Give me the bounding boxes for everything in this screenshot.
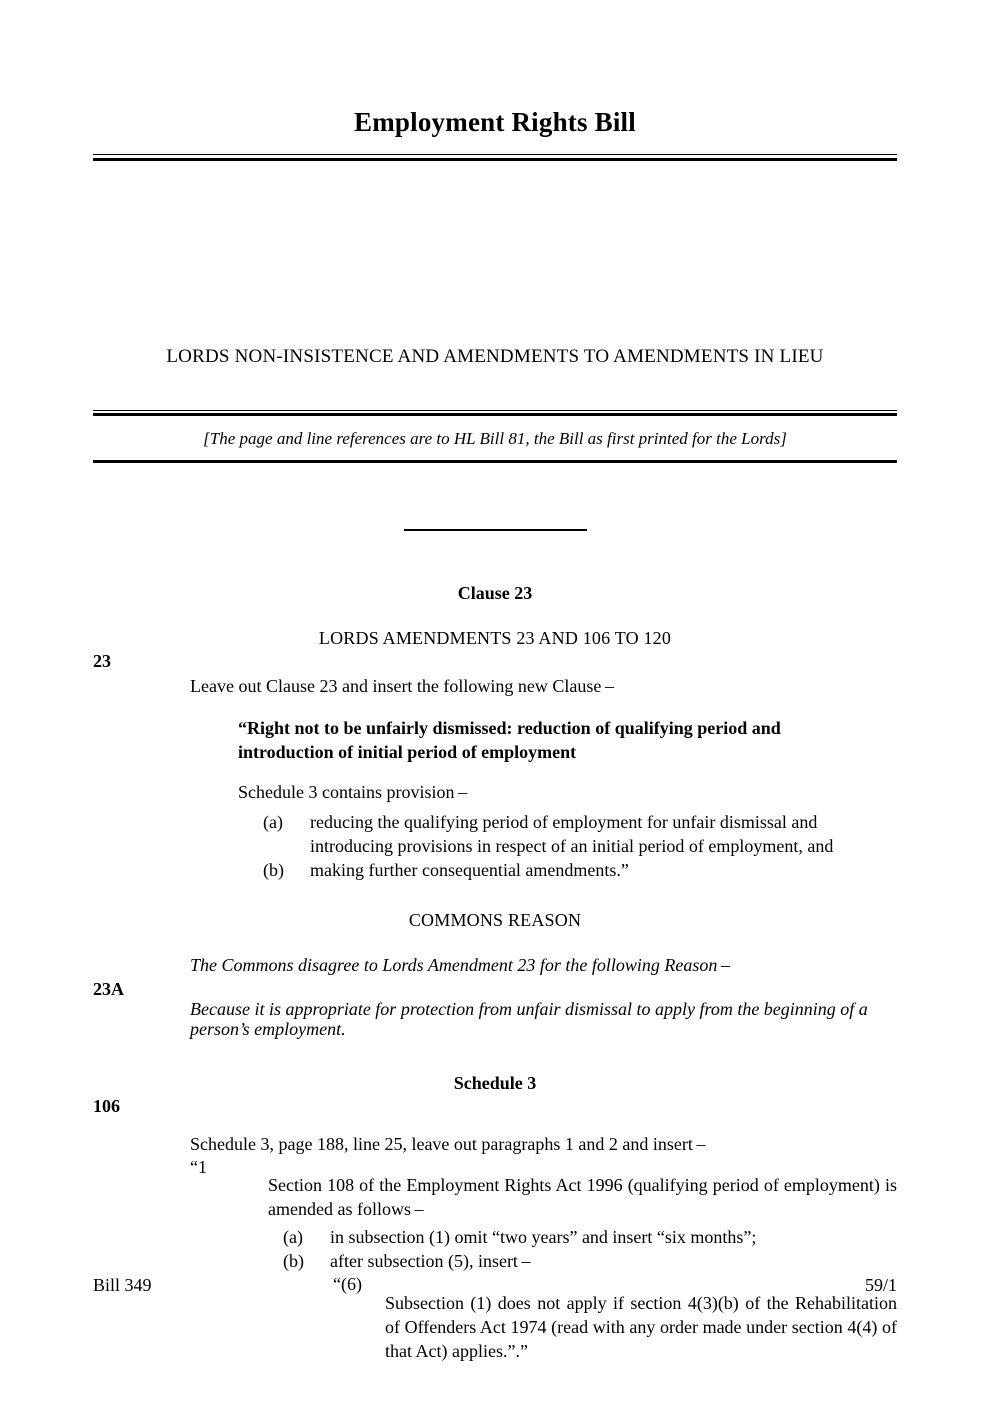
list-item-text: after subsection (5), insert – xyxy=(330,1250,531,1271)
list-item-marker: (a) xyxy=(283,1226,303,1247)
page-footer xyxy=(93,1275,897,1296)
reference-note-inner xyxy=(93,413,897,459)
amendment-106-number: 106 xyxy=(93,1095,120,1116)
schedule-heading: Schedule 3 xyxy=(453,1073,537,1094)
amendment-23 xyxy=(93,650,897,699)
page-content xyxy=(93,0,897,1364)
title-rule xyxy=(93,154,897,161)
amendment-23A-number: 23A xyxy=(93,978,124,999)
reference-note-text: [The page and line references are to HL Bill 81, the Bill as first printed for the Lords] xyxy=(203,429,787,449)
lords-amendments-heading: LORDS AMENDMENTS 23 AND 106 TO 120 xyxy=(318,628,672,649)
reference-note-box xyxy=(93,410,897,462)
amendment-106 xyxy=(93,1095,897,1157)
amendment-106-instruction: Schedule 3, page 188, line 25, leave out paragraphs 1 and 2 and insert – xyxy=(190,1133,706,1154)
amendment-23A-text: Because it is appropriate for protection from unfair dismissal to apply from the beginning of a person’s employment. xyxy=(190,998,868,1040)
list-item-marker: (b) xyxy=(283,1250,304,1271)
section-separator xyxy=(93,463,897,539)
new-clause-title xyxy=(238,699,897,765)
amendment-23A xyxy=(93,978,897,1040)
list-item-marker: (b) xyxy=(263,859,284,880)
list-item xyxy=(263,859,897,883)
clause-heading: Clause 23 xyxy=(457,582,533,603)
list-item-text: reducing the qualifying period of employment for unfair dismissal and introducing provisions in respect of an initial period of employment, and xyxy=(310,812,834,856)
new-clause-title-line-2: introduction of initial period of employment xyxy=(238,741,577,762)
commons-reason-lead-in: The Commons disagree to Lords Amendment 23 for the following Reason – xyxy=(190,954,730,975)
list-item xyxy=(283,1250,897,1274)
quoted-paragraph-item-list xyxy=(93,1222,897,1274)
commons-reason-heading: COMMONS REASON xyxy=(408,910,582,931)
list-item-marker: (a) xyxy=(263,812,283,833)
page-title: Employment Rights Bill xyxy=(354,107,636,137)
list-item-text: in subsection (1) omit “two years” and insert “six months”; xyxy=(330,1226,757,1247)
list-item-text: making further consequential amendments.” xyxy=(310,859,629,880)
list-item xyxy=(263,811,897,859)
quoted-subsection-6-text: Subsection (1) does not apply if section 4(3)(b) of the Rehabilitation of Offenders Act 1974 (read with any order made under section 4(4) of that Act) applies.”.” xyxy=(385,1293,897,1361)
list-item xyxy=(283,1226,897,1250)
new-clause-title-line-1: “Right not to be unfairly dismissed: reduction of qualifying period and xyxy=(238,717,781,738)
quoted-paragraph-1 xyxy=(190,1156,897,1222)
footer-bill-number: Bill 349 xyxy=(93,1275,152,1295)
quoted-subsection-6-marker: “(6) xyxy=(333,1274,362,1295)
separator-rule xyxy=(404,529,587,531)
commons-reason-lead-in-row xyxy=(93,932,897,978)
quoted-paragraph-1-text: Section 108 of the Employment Rights Act 1996 (qualifying period of employment) is amended as follows – xyxy=(268,1175,897,1220)
new-clause-item-list xyxy=(93,805,897,882)
amendment-23-instruction: Leave out Clause 23 and insert the following new Clause – xyxy=(190,676,615,697)
amendment-23-number: 23 xyxy=(93,651,111,672)
quoted-paragraph-1-marker: “1 xyxy=(190,1157,207,1178)
footer-page-reference: 59/1 xyxy=(864,1275,897,1295)
document-subtitle: LORDS NON-INSISTENCE AND AMENDMENTS TO AMENDMENTS IN LIEU xyxy=(166,345,824,367)
new-clause-lead-in: Schedule 3 contains provision – xyxy=(238,782,468,803)
